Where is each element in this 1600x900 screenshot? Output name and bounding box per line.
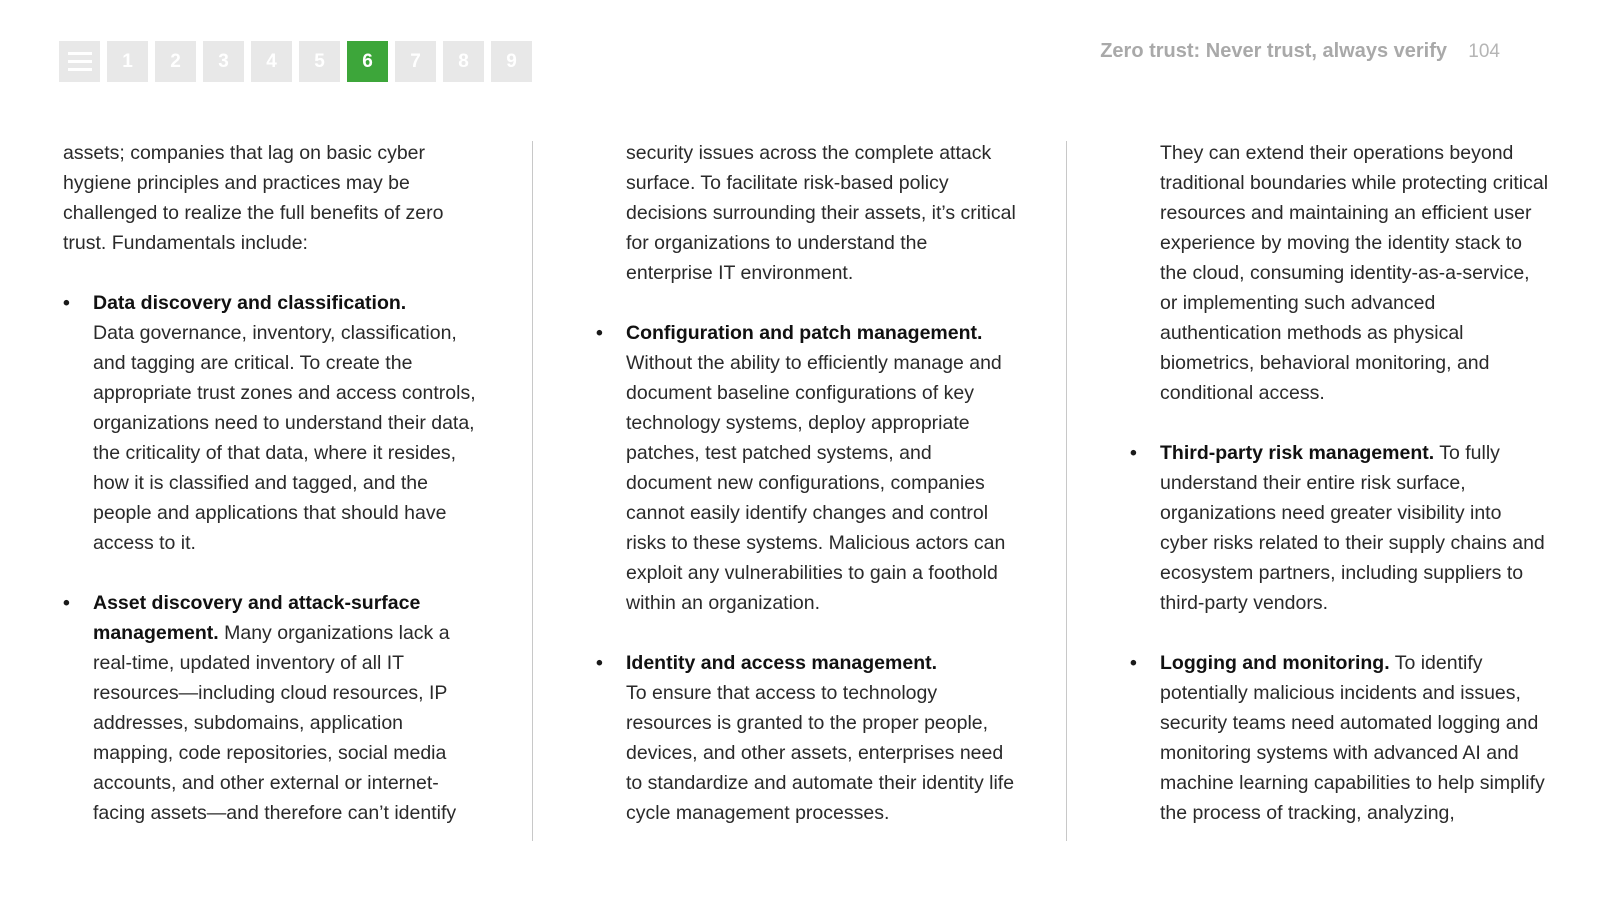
page-button-5[interactable]: 5 xyxy=(299,41,340,82)
column-1 xyxy=(63,138,483,858)
page-navigation xyxy=(59,41,532,82)
item-heading: Data discovery and classification. xyxy=(93,292,407,314)
page-button-4[interactable]: 4 xyxy=(251,41,292,82)
column-2-intro: security issues across the complete attack surface. To facilitate risk-based policy decisions surrounding their assets, it’s critical for organizations to understand the enterprise IT environment. xyxy=(626,142,1016,284)
page-number: 104 xyxy=(1468,41,1500,62)
item-text: Many organizations lack a real-time, updated inventory of all IT resources—including cloud resources, IP addresses, subdomains, application mapping, code repositories, social media accounts, and other external or internet-facing assets—and therefore can’t identify xyxy=(93,622,457,824)
column-divider xyxy=(532,141,533,841)
item-heading: Identity and access management. xyxy=(626,652,938,674)
column-divider xyxy=(1066,141,1067,841)
page-button-2[interactable]: 2 xyxy=(155,41,196,82)
list-item xyxy=(1130,648,1550,828)
page-button-9[interactable]: 9 xyxy=(491,41,532,82)
menu-button[interactable] xyxy=(59,41,100,82)
page-button-3[interactable]: 3 xyxy=(203,41,244,82)
item-text: Data governance, inventory, classification, and tagging are critical. To create the appropriate trust zones and access controls, organizations need to understand their data, the criticality of that data, where it resides, how it is classified and tagged, and the people and applications that should have access to it. xyxy=(93,322,476,554)
item-heading: Asset discovery and attack-surface management. xyxy=(93,592,421,644)
item-text: To ensure that access to technology resources is granted to the proper people, devices, and other assets, enterprises need to standardize and automate their identity life cycle management processes. xyxy=(626,682,1015,824)
item-text: Without the ability to efficiently manage and document baseline configurations of key technology systems, deploy appropriate patches, test patched systems, and document new configurations, companies cannot easily identify changes and control risks to these systems. Malicious actors can exploit any vulnerabilities to gain a foothold within an organization. xyxy=(626,352,1006,614)
item-text: To identify potentially malicious incidents and issues, security teams need automated logging and monitoring systems with advanced AI and machine learning capabilities to help simplify the process of tracking, analyzing, xyxy=(1160,652,1545,824)
page-button-1[interactable]: 1 xyxy=(107,41,148,82)
item-heading: Third-party risk management. xyxy=(1160,442,1435,464)
column-2 xyxy=(596,138,1016,858)
list-item xyxy=(1130,438,1550,618)
menu-icon xyxy=(68,52,92,71)
list-item xyxy=(596,648,1016,828)
page-button-7[interactable]: 7 xyxy=(395,41,436,82)
document-title: Zero trust: Never trust, always verify xyxy=(1100,40,1447,62)
column-3-intro: They can extend their operations beyond traditional boundaries while protecting critical resources and maintaining an efficient user experience by moving the identity stack to the cloud, consuming identity-as-a-service, or implementing such advanced authentication methods as physical biometrics, behavioral monitoring, and conditional access. xyxy=(1160,142,1549,404)
page-button-8[interactable]: 8 xyxy=(443,41,484,82)
item-heading: Configuration and patch management. xyxy=(626,322,983,344)
list-item xyxy=(596,318,1016,618)
column-1-list xyxy=(63,288,483,828)
item-heading: Logging and monitoring. xyxy=(1160,652,1390,674)
list-item xyxy=(63,588,483,828)
list-item xyxy=(63,288,483,558)
column-2-list xyxy=(596,318,1016,828)
column-3-list xyxy=(1130,438,1550,828)
page-button-6-active[interactable]: 6 xyxy=(347,41,388,82)
item-text: To fully understand their entire risk surface, organizations need greater visibility into cyber risks related to their supply chains and ecosystem partners, including suppliers to third-party vendors. xyxy=(1160,442,1545,614)
column-3 xyxy=(1130,138,1550,858)
column-1-intro: assets; companies that lag on basic cyber hygiene principles and practices may be challenged to realize the full benefits of zero trust. Fundamentals include: xyxy=(63,142,444,254)
